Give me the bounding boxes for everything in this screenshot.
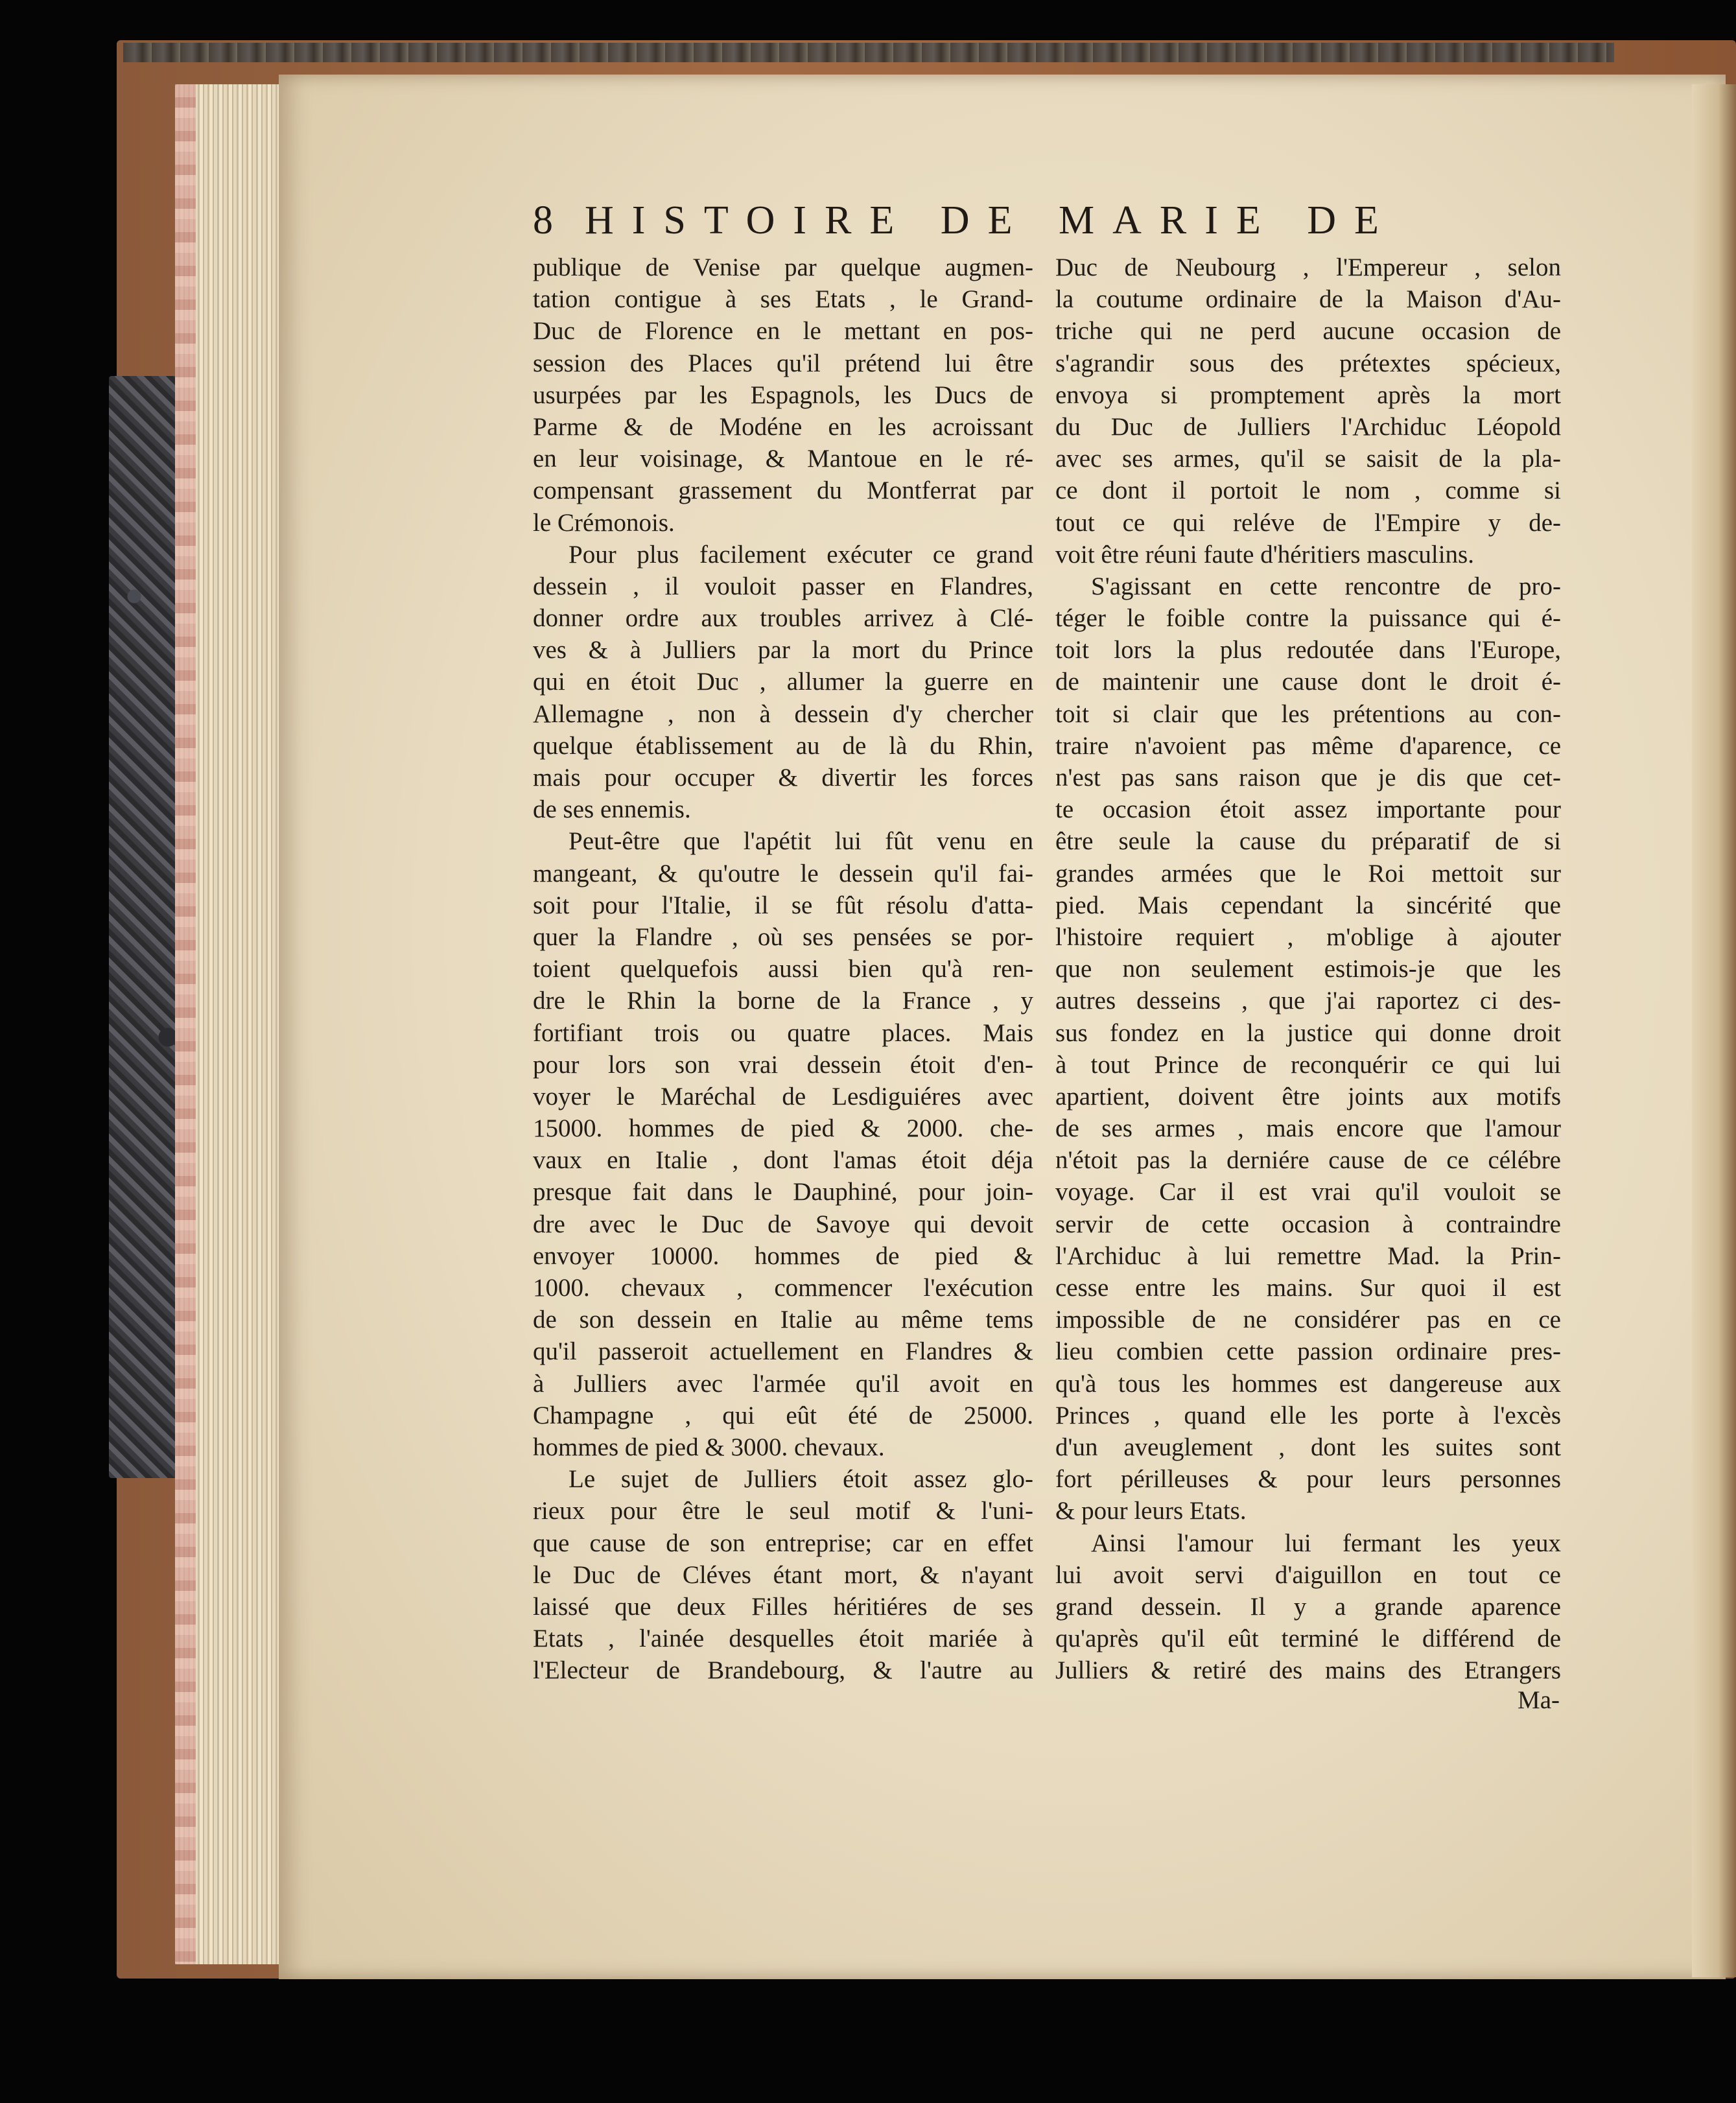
text-line: Pour plus facilement exécuter ce grand: [569, 540, 1033, 569]
running-head: [533, 198, 1397, 242]
catchword: Ma-: [1518, 1686, 1560, 1714]
text-line: envoya si promptement après la mort: [1055, 381, 1561, 409]
text-line: l'histoire requiert , m'oblige à ajouter: [1055, 922, 1561, 951]
running-title: HISTOIRE DE MARIE DE: [585, 198, 1397, 242]
text-line: grand dessein. Il y a grande aparence: [1055, 1592, 1561, 1621]
text-line: triche qui ne perd aucune occasion de: [1055, 317, 1561, 346]
text-line: qui en étoit Duc , allumer la guerre en: [533, 668, 1033, 696]
text-line: Le sujet de Julliers étoit assez glo-: [569, 1465, 1033, 1494]
text-line: Ainsi l'amour lui fermant les yeux: [1091, 1529, 1561, 1557]
right-text-column: [1055, 252, 1561, 1686]
text-line: fort périlleuses & pour leurs personnes: [1055, 1465, 1561, 1494]
text-line: pour lors son vrai dessein étoit d'en-: [533, 1050, 1033, 1079]
text-line: la coutume ordinaire de la Maison d'Au-: [1055, 285, 1561, 314]
text-line: Champagne , qui eût été de 25000.: [533, 1401, 1033, 1429]
text-line: ves & à Julliers par la mort du Prince: [533, 636, 1033, 664]
cover-top-edge: [123, 43, 1614, 62]
text-line: Parme & de Modéne en les acroissant: [533, 412, 1033, 441]
text-line: toient quelquefois aussi bien qu'à ren-: [533, 955, 1033, 983]
left-text-column: [533, 252, 1033, 1686]
text-line: s'agrandir sous des prétextes spécieux,: [1055, 349, 1561, 377]
text-line: dessein , il vouloit passer en Flandres,: [533, 572, 1033, 600]
page-number: 8: [533, 198, 553, 242]
text-line: quelque établissement au de là du Rhin,: [533, 731, 1033, 760]
text-line: impossible de ne considérer pas en ce: [1055, 1306, 1561, 1334]
text-line: apartient, doivent être joints aux motifs: [1055, 1082, 1561, 1110]
text-line: Duc de Florence en le mettant en pos-: [533, 317, 1033, 346]
text-line: de ses ennemis.: [533, 795, 691, 824]
text-line: pied. Mais cependant la sincérité que: [1055, 891, 1561, 919]
text-line: qu'à tous les hommes est dangereuse aux: [1055, 1369, 1561, 1398]
text-line: Princes , quand elle les porte à l'excès: [1055, 1401, 1561, 1429]
text-line: voyer le Maréchal de Lesdiguiéres avec: [533, 1082, 1033, 1110]
text-line: vaux en Italie , dont l'amas étoit déja: [533, 1146, 1033, 1175]
text-line: cesse entre les mains. Sur quoi il est: [1055, 1274, 1561, 1302]
text-line: à Julliers avec l'armée qu'il avoit en: [533, 1369, 1033, 1398]
text-line: session des Places qu'il prétend lui être: [533, 349, 1033, 377]
text-line: lui avoit servi d'aiguillon en tout ce: [1055, 1560, 1561, 1589]
text-line: mais pour occuper & divertir les forces: [533, 764, 1033, 792]
text-line: servir de cette occasion à contraindre: [1055, 1210, 1561, 1238]
text-line: le Crémonois.: [533, 508, 675, 537]
text-line: à tout Prince de reconquérir ce qui lui: [1055, 1050, 1561, 1079]
text-line: être seule la cause du préparatif de si: [1055, 827, 1561, 856]
text-line: téger le foible contre la puissance qui é-: [1055, 604, 1561, 633]
text-line: de ses armes , mais encore que l'amour: [1055, 1114, 1561, 1143]
text-line: donner ordre aux troubles arrivez à Clé-: [533, 604, 1033, 633]
text-line: compensant grassement du Montferrat par: [533, 476, 1033, 505]
text-line: toit lors la plus redoutée dans l'Europe,: [1055, 636, 1561, 664]
text-line: sus fondez en la justice qui donne droit: [1055, 1018, 1561, 1047]
text-line: fortifiant trois ou quatre places. Mais: [533, 1018, 1033, 1047]
page-stack: [175, 84, 285, 1964]
text-line: Etats , l'ainée desquelles étoit mariée à: [533, 1625, 1033, 1653]
text-line: tout ce qui reléve de l'Empire y de-: [1055, 508, 1561, 537]
text-line: Peut-être que l'apétit lui fût venu en: [569, 827, 1033, 856]
text-line: lieu combien cette passion ordinaire pres-: [1055, 1337, 1561, 1366]
text-line: 15000. hommes de pied & 2000. che-: [533, 1114, 1033, 1143]
text-line: ce dont il portoit le nom , comme si: [1055, 476, 1561, 505]
text-line: voyage. Car il est vrai qu'il vouloit se: [1055, 1178, 1561, 1206]
text-line: soit pour l'Italie, il se fût résolu d'atta-: [533, 891, 1033, 919]
text-line: dre le Rhin la borne de la France , y: [533, 987, 1033, 1015]
text-line: te occasion étoit assez importante pour: [1055, 795, 1561, 824]
facing-page-edge: [1692, 84, 1736, 1977]
text-line: grandes armées que le Roi mettoit sur: [1055, 859, 1561, 887]
text-line: l'Archiduc à lui remettre Mad. la Prin-: [1055, 1241, 1561, 1270]
text-line: en leur voisinage, & Mantoue en le ré-: [533, 445, 1033, 473]
text-line: S'agissant en cette rencontre de pro-: [1091, 572, 1561, 600]
text-line: rieux pour être le seul motif & l'uni-: [533, 1497, 1033, 1525]
text-line: autres desseins , que j'ai raportez ci des-: [1055, 987, 1561, 1015]
text-line: presque fait dans le Dauphiné, pour join-: [533, 1178, 1033, 1206]
text-line: envoyer 10000. hommes de pied &: [533, 1241, 1033, 1270]
text-line: toit si clair que les prétentions au con-: [1055, 699, 1561, 728]
text-line: l'Electeur de Brandebourg, & l'autre au: [533, 1656, 1033, 1685]
text-line: hommes de pied & 3000. chevaux.: [533, 1433, 885, 1461]
text-line: Allemagne , non à dessein d'y chercher: [533, 699, 1033, 728]
text-line: Duc de Neubourg , l'Empereur , selon: [1055, 253, 1561, 281]
text-line: traire n'avoient pas même d'aparence, ce: [1055, 731, 1561, 760]
text-line: publique de Venise par quelque augmen-: [533, 253, 1033, 281]
text-line: usurpées par les Espagnols, les Ducs de: [533, 381, 1033, 409]
text-line: dre avec le Duc de Savoye qui devoit: [533, 1210, 1033, 1238]
text-line: & pour leurs Etats.: [1055, 1497, 1247, 1525]
text-line: que non seulement estimois-je que les: [1055, 955, 1561, 983]
text-line: que cause de son entreprise; car en effet: [533, 1529, 1033, 1557]
text-line: qu'il passeroit actuellement en Flandres &: [533, 1337, 1033, 1366]
text-line: Julliers & retiré des mains des Etrangers: [1055, 1656, 1561, 1685]
text-line: du Duc de Julliers l'Archiduc Léopold: [1055, 412, 1561, 441]
text-line: 1000. chevaux , commencer l'exécution: [533, 1274, 1033, 1302]
text-line: n'étoit pas la derniére cause de ce célébre: [1055, 1146, 1561, 1175]
text-line: quer la Flandre , où ses pensées se por-: [533, 922, 1033, 951]
text-line: d'un aveuglement , dont les suites sont: [1055, 1433, 1561, 1461]
text-line: mangeant, & qu'outre le dessein qu'il fai-: [533, 859, 1033, 887]
text-line: qu'après qu'il eût terminé le différend de: [1055, 1625, 1561, 1653]
text-line: voit être réuni faute d'héritiers masculins.: [1055, 540, 1474, 569]
text-line: n'est pas sans raison que je dis que cet-: [1055, 764, 1561, 792]
text-line: avec ses armes, qu'il se saisit de la pla-: [1055, 445, 1561, 473]
text-line: de son dessein en Italie au même tems: [533, 1306, 1033, 1334]
text-line: le Duc de Cléves étant mort, & n'ayant: [533, 1560, 1033, 1589]
text-line: tation contigue à ses Etats , le Grand-: [533, 285, 1033, 314]
text-line: laissé que deux Filles héritiéres de ses: [533, 1592, 1033, 1621]
text-line: de maintenir une cause dont le droit é-: [1055, 668, 1561, 696]
